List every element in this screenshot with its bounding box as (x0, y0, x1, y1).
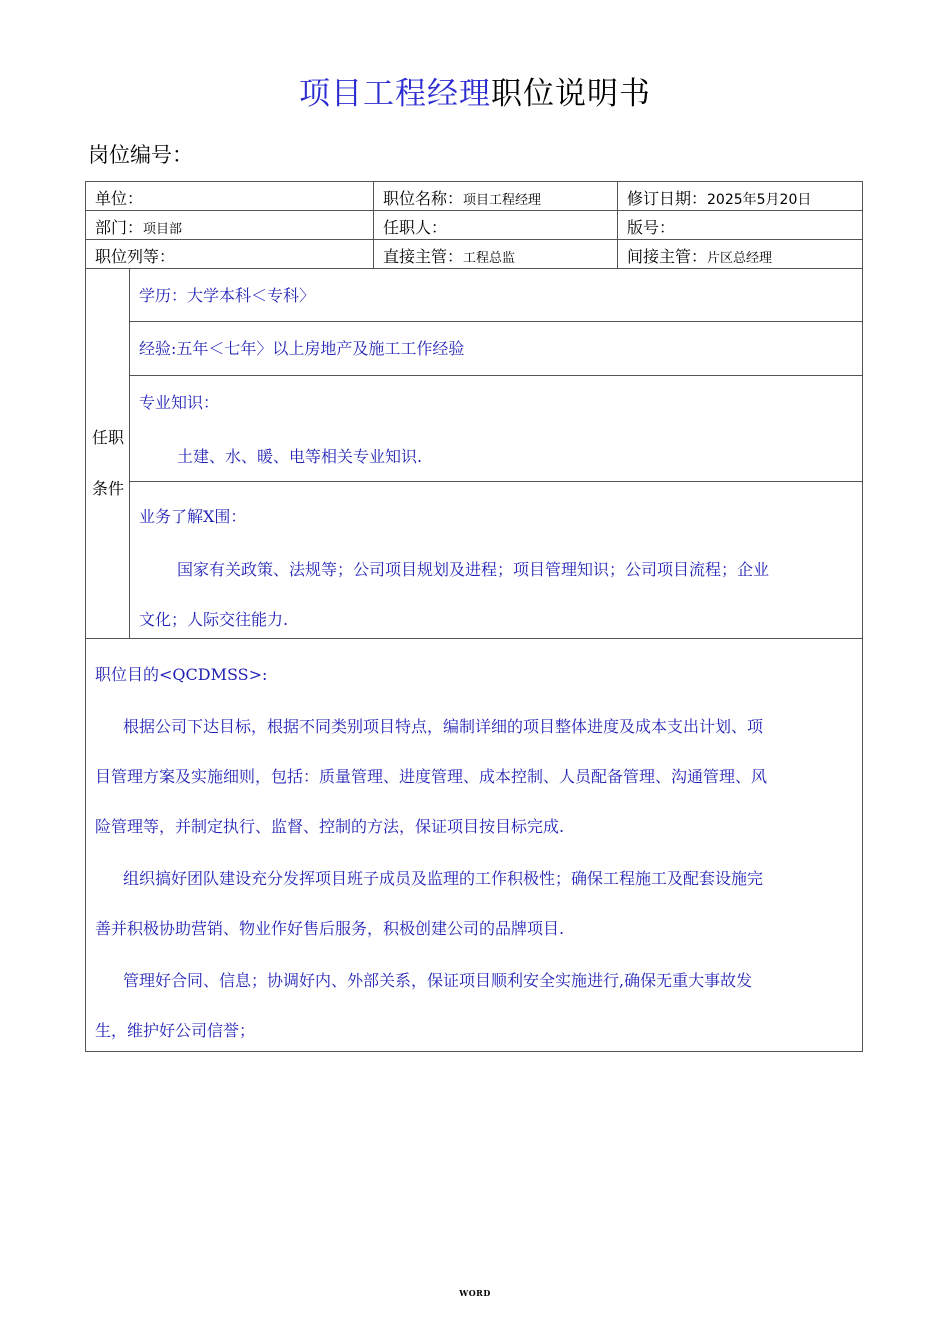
business-line-1: 国家有关政策、法规等；公司项目规划及进程；项目管理知识；公司项目流程；企业 (177, 560, 770, 579)
direct-supervisor-label: 直接主管： (383, 247, 464, 266)
business-title: 业务了解X围： (139, 507, 247, 526)
title-black-part: 职位说明书 (491, 76, 651, 112)
department-value: 项目部 (143, 222, 183, 237)
revision-date-label: 修订日期： (627, 189, 708, 208)
department-cell (95, 214, 182, 242)
purpose-p1-line3: 险管理等，并制定执行、监督、控制的方法，保证项目按目标完成. (95, 817, 565, 836)
col-divider (373, 181, 374, 268)
revision-date-value: 2025年5月20日 (707, 192, 812, 208)
business-line-2: 文化；人际交往能力. (139, 610, 289, 629)
education-requirement: 学历：大学本科＜专科〉 (139, 286, 316, 305)
conditions-label-line1: 任职 (91, 428, 124, 447)
conditions-label-line2: 条件 (91, 479, 124, 498)
knowledge-body: 土建、水、暖、电等相关专业知识. (177, 447, 423, 466)
purpose-p3-line1: 管理好合同、信息；协调好内、外部关系，保证项目顺利安全实施进行,确保无重大事故发 (123, 971, 753, 990)
position-name-value: 项目工程经理 (463, 193, 542, 208)
row-divider (85, 239, 863, 240)
incumbent-label: 任职人： (383, 218, 448, 237)
purpose-p3-line2: 生，维护好公司信誉； (95, 1021, 256, 1040)
position-name-label: 职位名称： (383, 189, 464, 208)
revision-date-cell (627, 185, 811, 213)
experience-requirement: 经验:五年＜七年〉以上房地产及施工工作经验 (139, 339, 465, 358)
purpose-title: 职位目的<QCDMSS>: (95, 665, 268, 684)
incumbent-cell (383, 214, 447, 242)
indirect-supervisor-value: 片区总经理 (707, 251, 773, 266)
indirect-supervisor-cell (627, 243, 772, 271)
col-divider (129, 268, 130, 638)
position-grade-label: 职位列等： (95, 247, 176, 266)
direct-supervisor-value: 工程总监 (463, 251, 516, 266)
knowledge-title: 专业知识： (139, 393, 220, 412)
row-divider (129, 321, 863, 322)
indirect-supervisor-label: 间接主管： (627, 247, 708, 266)
row-divider (129, 375, 863, 376)
page-title (0, 72, 950, 116)
purpose-p1-line1: 根据公司下达目标，根据不同类别项目特点，编制详细的项目整体进度及成本支出计划、项 (123, 717, 764, 736)
position-name-cell (383, 185, 541, 213)
unit-label: 单位： (95, 189, 144, 208)
version-cell (627, 214, 675, 242)
unit-cell (95, 185, 143, 213)
col-divider (617, 181, 618, 268)
purpose-p2-line1: 组织搞好团队建设充分发挥项目班子成员及监理的工作积极性；确保工程施工及配套设施完 (123, 869, 764, 888)
purpose-p2-line2: 善并积极协助营销、物业作好售后服务，积极创建公司的品牌项目. (95, 919, 565, 938)
position-grade-cell (95, 243, 175, 271)
post-number-label: 岗位编号： (88, 143, 193, 167)
version-label: 版号： (627, 218, 676, 237)
department-label: 部门： (95, 218, 144, 237)
direct-supervisor-cell (383, 243, 515, 271)
footer-mark: WORD (459, 1288, 491, 1298)
title-blue-part: 项目工程经理 (299, 76, 491, 112)
purpose-p1-line2: 目管理方案及实施细则，包括：质量管理、进度管理、成本控制、人员配备管理、沟通管理、风 (95, 767, 768, 786)
